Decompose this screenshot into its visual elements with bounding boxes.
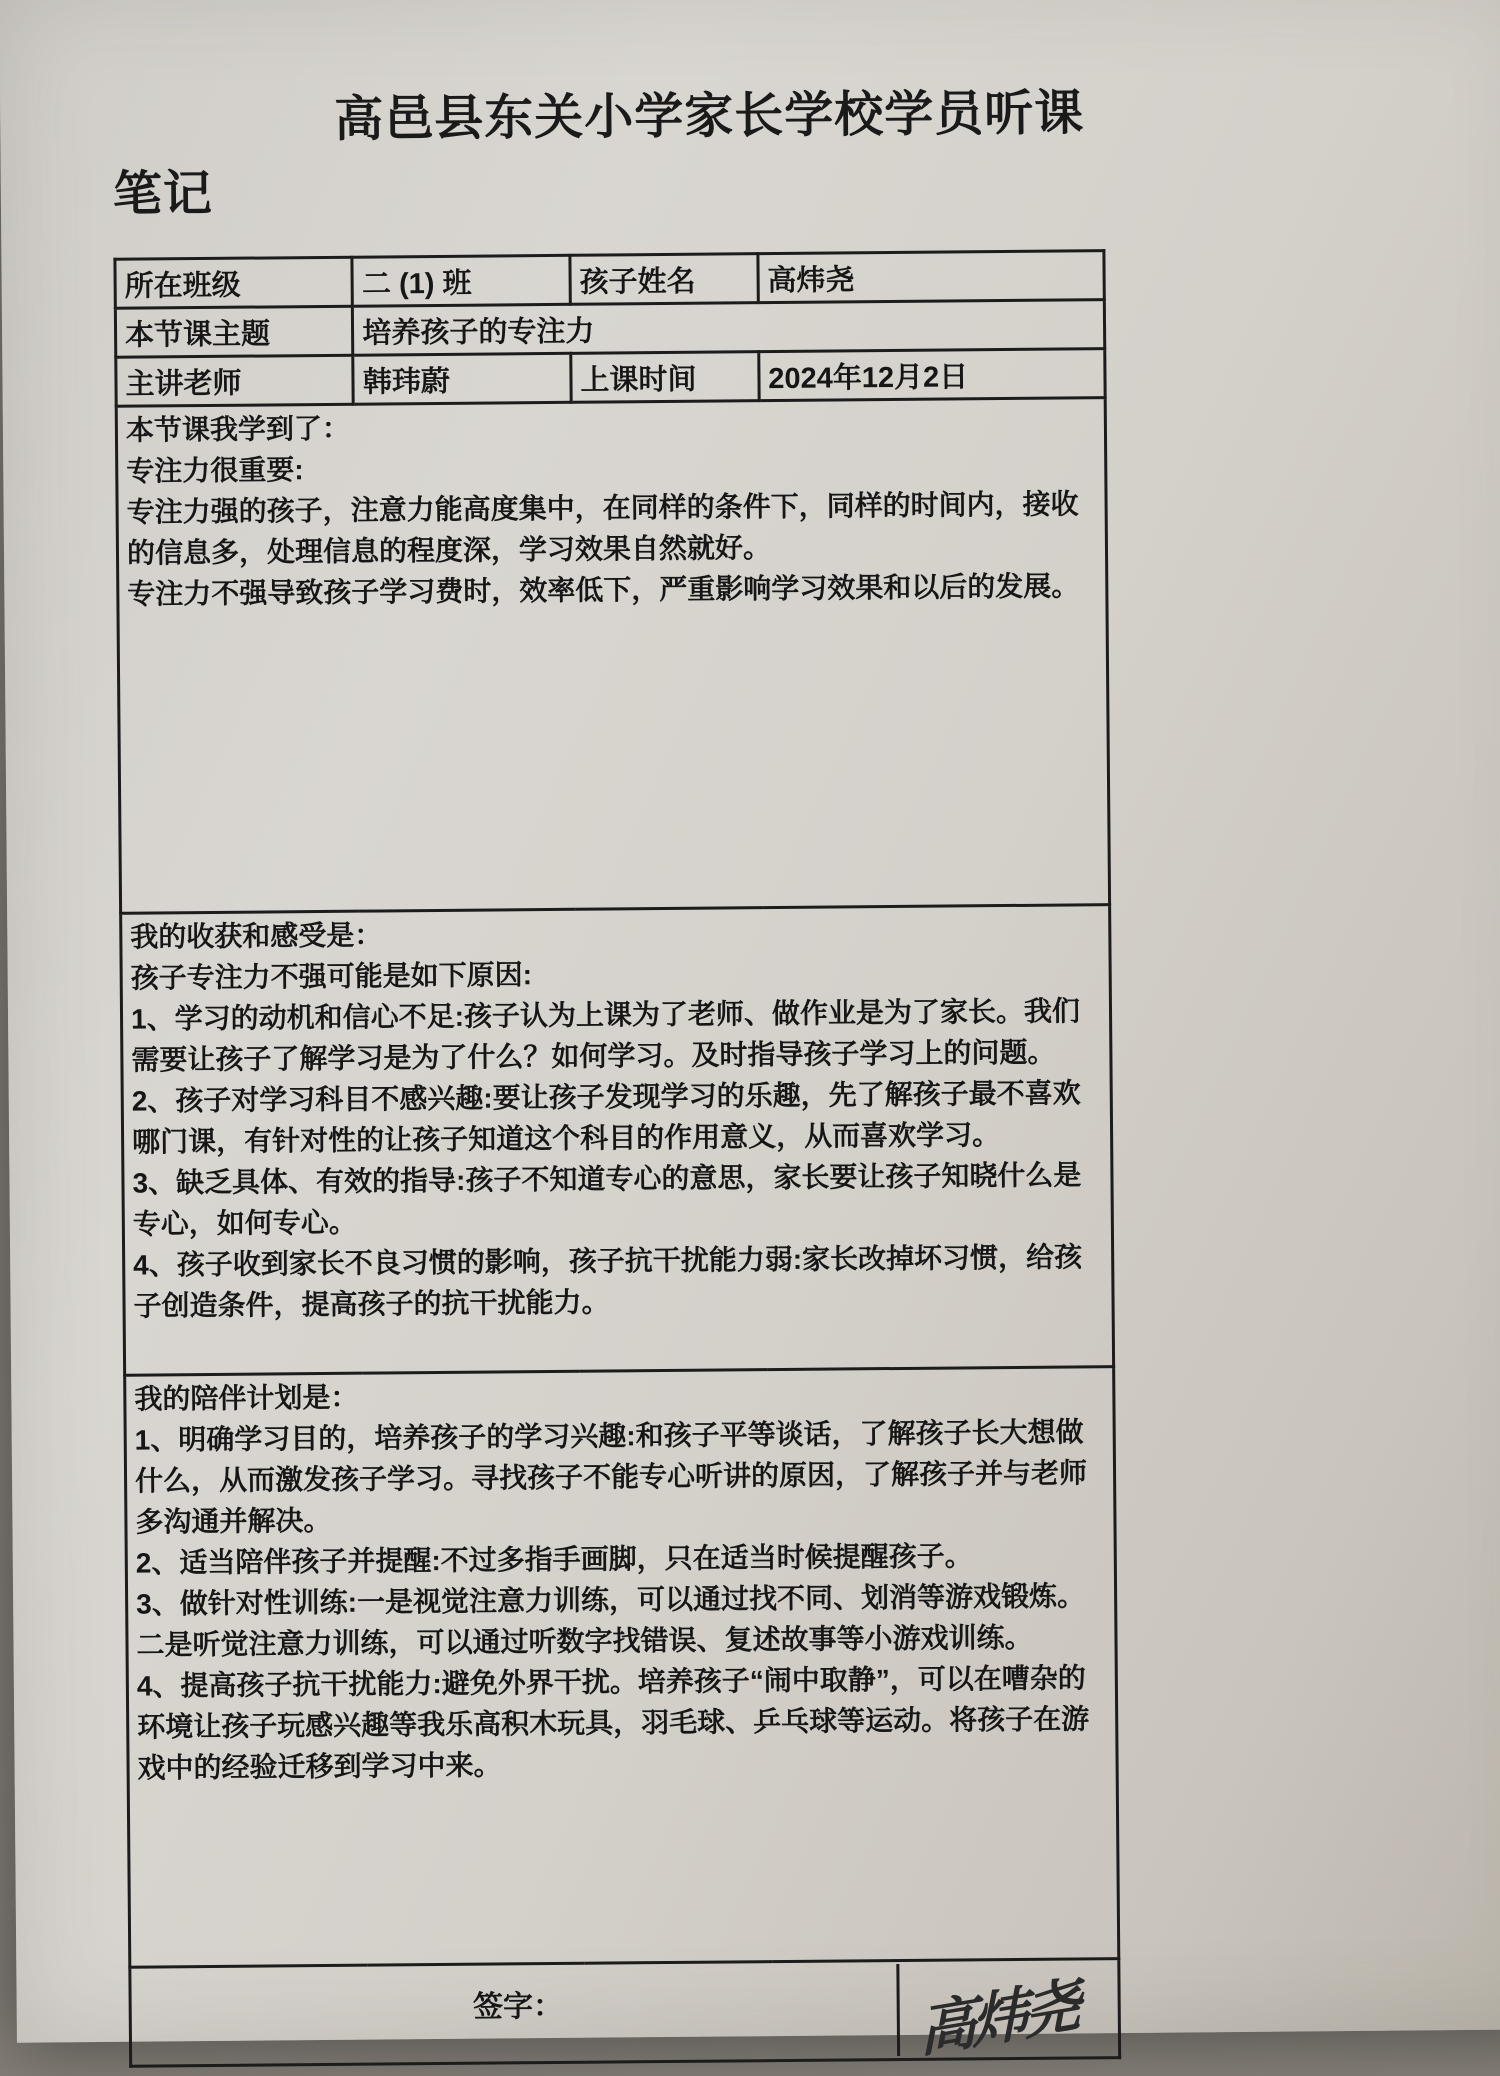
section-gains [121, 905, 1114, 1376]
plan-item: 4、提高孩子抗干扰能力:避免外界干扰。培养孩子“闹中取静”，可以在嘈杂的环境让孩子玩感兴趣等我乐高积木玩具，羽毛球、乒乓球等运动。将孩子在游戏中的经验迁移到学习中来。 [136, 1662, 1090, 1784]
teacher-value: 韩玮蔚 [353, 353, 571, 404]
gains-item: 3、缺乏具体、有效的指导:孩子不知道专心的意思，家长要让孩子知晓什么是专心，如何专心。 [132, 1159, 1082, 1240]
learned-line: 专注力很重要: [126, 454, 304, 487]
learned-line: 专注力强的孩子，注意力能高度集中，在同样的条件下，同样的时间内，接收的信息多，处理信息的程度深，学习效果自然就好。 [126, 488, 1079, 569]
row-section-plan [125, 1367, 1119, 1968]
section-plan [125, 1367, 1119, 1968]
row-teacher-and-time [116, 349, 1105, 407]
row-class-and-name [115, 251, 1104, 309]
topic-label: 本节课主题 [115, 306, 353, 357]
signature-cell [896, 1962, 1110, 2066]
child-name-label: 孩子姓名 [570, 254, 758, 305]
row-signature [130, 1959, 1120, 2067]
row-section-learned [116, 398, 1109, 914]
topic-value: 培养孩子的专注力 [353, 300, 1105, 356]
sign-label: 签字： [472, 1989, 564, 2024]
section-learned-heading: 本节课我学到了： [125, 412, 351, 446]
child-name-value: 高炜尧 [758, 251, 1105, 303]
gains-item: 4、孩子收到家长不良习惯的影响，孩子抗干扰能力弱:家长改掉坏习惯，给孩子创造条件，提高孩子的抗干扰能力。 [133, 1241, 1083, 1322]
gains-item: 1、学习的动机和信心不足:孩子认为上课为了老师、做作业是为了家长。我们需要让孩子了解学习是为了什么？如何学习。及时指导孩子学习上的问题。 [130, 995, 1081, 1076]
section-gains-heading: 我的收获和感受是： [130, 919, 383, 953]
page-title: 高邑县东关小学家长学校学员听课笔记 [112, 86, 1085, 222]
learned-line: 专注力不强导致孩子学习费时，效率低下，严重影响学习效果和以后的发展。 [127, 570, 1080, 610]
row-topic [115, 300, 1104, 358]
plan-item: 2、适当陪伴孩子并提醒:不过多指手画脚，只在适当时候提醒孩子。 [135, 1540, 973, 1579]
gains-item: 2、孩子对学习科目不感兴趣:要让孩子发现学习的乐趣，先了解孩子最不喜欢哪门课，有针对性的让孩子知道这个科目的作用意义，从而喜欢学习。 [131, 1077, 1081, 1158]
notes-form-table [113, 249, 1121, 2068]
plan-item: 1、明确学习目的，培养孩子的学习兴趣:和孩子平等谈话，了解孩子长大想做什么，从而激发孩子学习。寻找孩子不能专心听讲的原因，了解孩子并与老师多沟通并解决。 [134, 1416, 1088, 1538]
class-value: 二 (1) 班 [352, 255, 570, 306]
section-plan-heading: 我的陪伴计划是： [134, 1381, 359, 1415]
teacher-label: 主讲老师 [116, 355, 354, 406]
time-value: 2024年12月2日 [759, 349, 1106, 401]
plan-item: 3、做针对性训练:一是视觉注意力训练，可以通过找不同、划消等游戏锻炼。二是听觉注意力训练，可以通过听数字找错误、复述故事等小游戏训练。 [136, 1580, 1086, 1661]
class-label: 所在班级 [115, 257, 353, 308]
row-section-gains [121, 905, 1114, 1376]
handwritten-signature: 高炜尧 [917, 1970, 1077, 2066]
time-label: 上课时间 [571, 352, 759, 403]
gains-intro: 孩子专注力不强可能是如下原因: [130, 959, 533, 994]
section-learned [116, 398, 1109, 914]
signature-row [130, 1959, 1120, 2067]
